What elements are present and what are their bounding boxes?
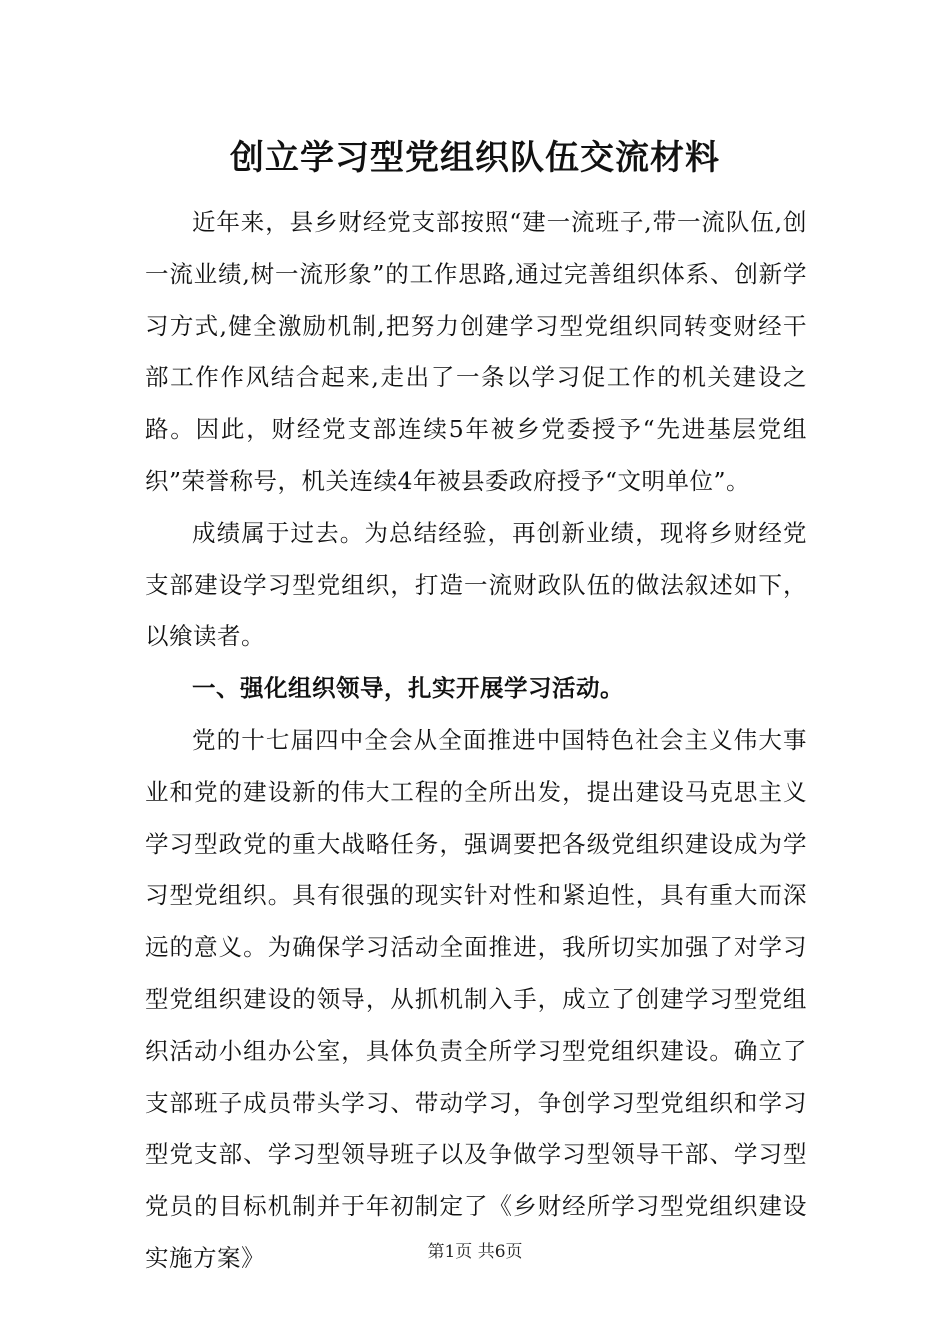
page-number-footer: 第1页 共6页 bbox=[427, 1242, 523, 1262]
document-body bbox=[145, 197, 807, 1285]
section-paragraph: 党的十七届四中全会从全面推进中国特色社会主义伟大事业和党的建设新的伟大工程的全所出发，提出建设马克思主义学习型政党的重大战略任务，强调要把各级党组织建设成为学习型党组织。具有很强的现实针对性和紧迫性，具有重大而深远的意义。为确保学习活动全面推进，我所切实加强了对学习型党组织建设的领导，从抓机制入手，成立了创建学习型党组织活动小组办公室，具体负责全所学习型党组织建设。确立了支部班子成员带头学习、带动学习，争创学习型党组织和学习型党支部、学习型领导班子以及争做学习型领导干部、学习型党员的目标机制并于年初制定了《乡财经所学习型党组织建设实施方案》 bbox=[145, 725, 807, 1272]
body-paragraph-summary: 成绩属于过去。为总结经验，再创新业绩，现将乡财经党支部建设学习型党组织，打造一流财政队伍的做法叙述如下，以飨读者。 bbox=[145, 518, 807, 651]
section-heading: 一、强化组织领导，扎实开展学习活动。 bbox=[192, 674, 624, 703]
body-paragraph-intro: 近年来，县乡财经党支部按照“建一流班子,带一流队伍,创一流业绩,树一流形象”的工作思路,通过完善组织体系、创新学习方式,健全激励机制,把努力创建学习型党组织同转变财经干部工作作风结合起来,走出了一条以学习促工作的机关建设之路。因此，财经党支部连续5年被乡党委授予“先进基层党组织”荣誉称号，机关连续4年被县委政府授予“文明单位”。 bbox=[145, 208, 807, 495]
document-title: 创立学习型党组织队伍交流材料 bbox=[230, 138, 720, 178]
